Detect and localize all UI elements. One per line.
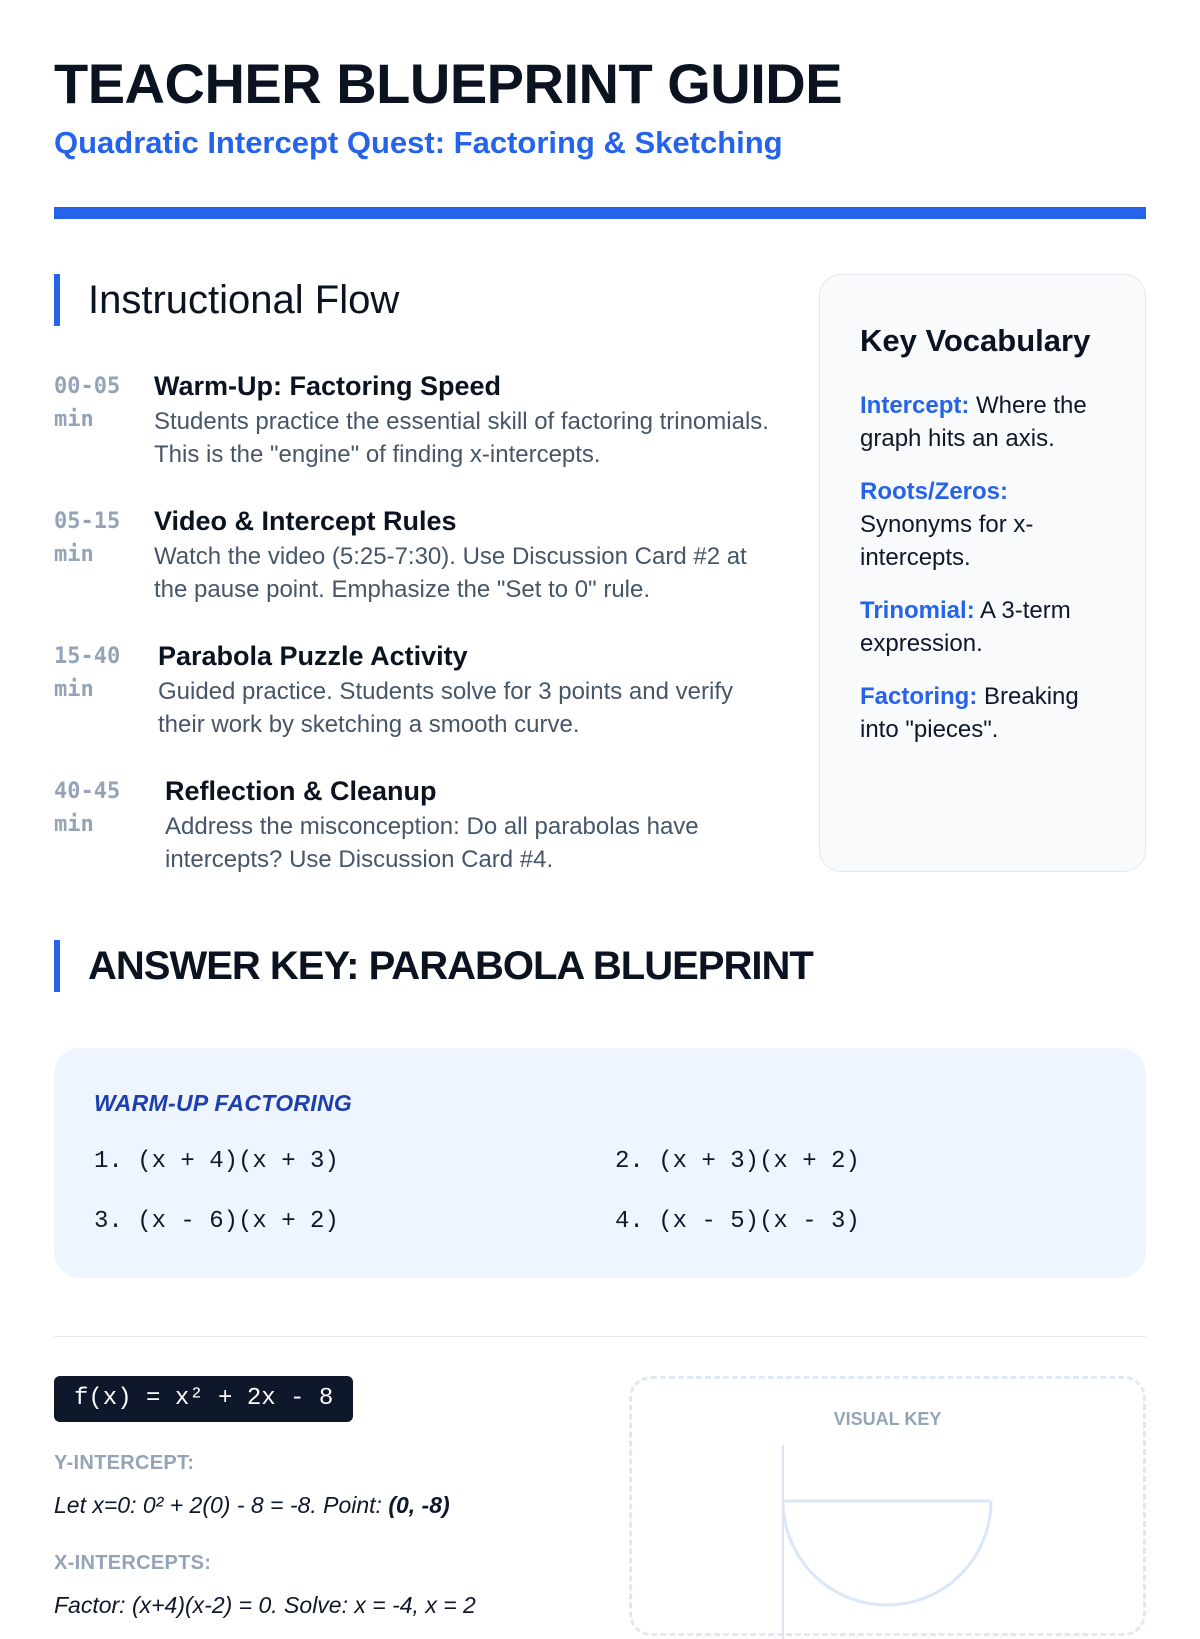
vocabulary-definition: Breaking into "pieces". [860,683,1079,743]
vocabulary-term: Intercept: [860,392,970,419]
function-badge: f(x) = x² + 2x - 8 [54,1376,353,1422]
warmup-answer: 2. (x + 3)(x + 2) [615,1148,860,1175]
document-title: TEACHER BLUEPRINT GUIDE [54,52,843,115]
flow-title: Reflection & Cleanup [165,776,437,806]
flow-item [54,370,784,471]
flow-time: 40-45 min [54,779,121,837]
flow-item [54,775,784,876]
y-intercept-work [54,1492,450,1519]
teacher-guide-page [54,0,1146,1618]
visual-key-panel [629,1376,1146,1636]
flow-body [154,505,784,606]
vocabulary-entry [860,680,1109,746]
x-intercepts-work: Factor: (x+4)(x-2) = 0. Solve: x = -4, x = 2 [54,1592,476,1618]
vocabulary-entry [860,475,1109,574]
vocabulary-definition: Synonyms for x-intercepts. [860,511,1034,571]
y-intercept-steps: Let x=0: 0² + 2(0) - 8 = -8. Point: [54,1492,389,1518]
vocabulary-entry [860,594,1109,660]
title-rule [54,207,1146,219]
answer-key-heading: ANSWER KEY: PARABOLA BLUEPRINT [54,940,813,992]
warmup-answer: 4. (x - 5)(x - 3) [615,1208,860,1235]
x-intercepts-label: X-INTERCEPTS: [54,1552,212,1574]
y-intercept-point: (0, -8) [388,1492,450,1518]
vocabulary-title: Key Vocabulary [860,323,1091,358]
section-divider [54,1336,1146,1337]
parabola-curve [783,1501,991,1605]
flow-time: 00-05 min [54,374,121,432]
vocabulary-term: Factoring: [860,683,978,710]
flow-description: Guided practice. Students solve for 3 points and verify their work by sketching a smooth curve. [158,678,733,738]
document-subtitle: Quadratic Intercept Quest: Factoring & Sketching [54,125,783,160]
flow-description: Students practice the essential skill of factoring trinomials. This is the "engine" of finding x-intercepts. [154,408,769,468]
flow-item [54,640,784,741]
key-vocabulary-card [819,274,1146,872]
vocabulary-definition: Where the graph hits an axis. [860,392,1087,452]
visual-key-label: VISUAL KEY [833,1409,942,1429]
flow-body [154,775,784,876]
warmup-answer: 3. (x - 6)(x + 2) [94,1208,339,1235]
flow-body [154,370,784,471]
flow-time: 15-40 min [54,644,121,702]
flow-title: Parabola Puzzle Activity [158,641,468,671]
vocabulary-entry [860,389,1109,455]
warmup-factoring-panel [54,1048,1146,1278]
flow-body [154,640,784,741]
vocabulary-term: Trinomial: [860,597,975,624]
vocabulary-term: Roots/Zeros: [860,478,1009,505]
flow-description: Address the misconception: Do all parabolas have intercepts? Use Discussion Card #4. [165,813,699,873]
warmup-label: WARM-UP FACTORING [94,1090,353,1116]
instructional-flow-heading: Instructional Flow [54,274,399,326]
vocabulary-definition: A 3-term expression. [860,597,1071,657]
flow-title: Warm-Up: Factoring Speed [154,371,502,401]
y-intercept-label: Y-INTERCEPT: [54,1452,195,1474]
warmup-answer: 1. (x + 4)(x + 3) [94,1148,339,1175]
warmup-answers [94,1143,1106,1241]
flow-item [54,505,784,606]
flow-description: Watch the video (5:25-7:30). Use Discussion Card #2 at the pause point. Emphasize the "Set to 0" rule. [154,543,747,603]
flow-time: 05-15 min [54,509,121,567]
flow-title: Video & Intercept Rules [154,506,457,536]
parabola-sketch [632,1379,1149,1639]
instructional-flow-list [54,370,784,910]
